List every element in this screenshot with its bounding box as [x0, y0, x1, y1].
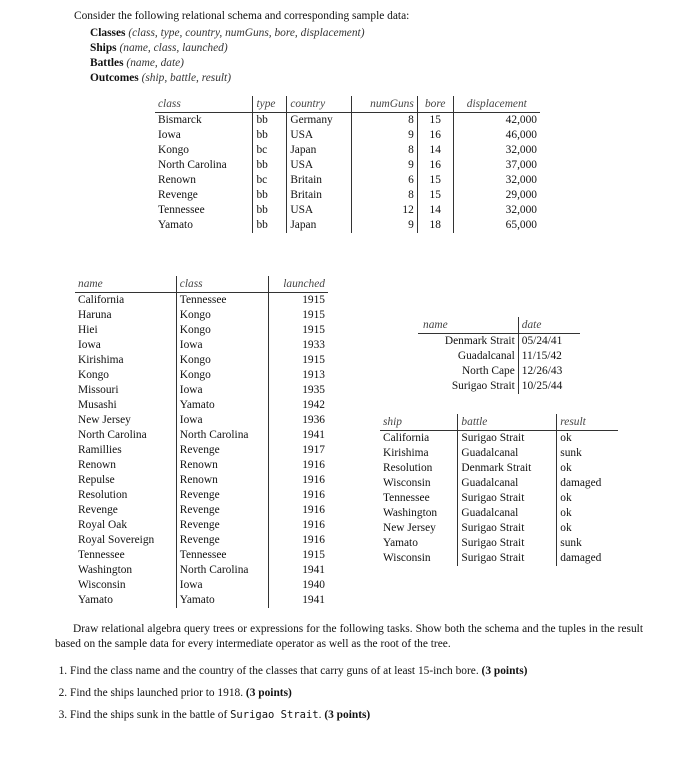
classes-row-cell: 14 [417, 143, 453, 158]
outcomes-row [380, 446, 618, 461]
ships-row-cell: Haruna [75, 308, 176, 323]
battles-row-cell: Denmark Strait [418, 334, 518, 350]
classes-row-cell: bb [253, 203, 287, 218]
battles-header-date: date [518, 317, 580, 334]
ships-row-cell: 1940 [302, 579, 325, 591]
classes-row [155, 188, 540, 203]
classes-row-cell: Bismarck [155, 113, 253, 129]
ships-header-launched: launched [269, 276, 328, 293]
classes-header-bore: bore [417, 96, 453, 113]
ships-row-cell: Repulse [75, 473, 176, 488]
classes-row-cell: Tennessee [155, 203, 253, 218]
classes-row-cell: 15 [417, 173, 453, 188]
classes-row [155, 158, 540, 173]
outcomes-row [380, 521, 618, 536]
outcomes-row-cell: ok [560, 507, 572, 519]
ships-row [75, 578, 328, 593]
classes-row-cell: USA [287, 203, 351, 218]
ships-row-cell: Washington [75, 563, 176, 578]
classes-row-cell: Britain [287, 173, 351, 188]
battles-row [418, 334, 580, 350]
ships-row-cell: Kongo [176, 308, 269, 323]
ships-row [75, 368, 328, 383]
outcomes-row-cell: damaged [560, 477, 602, 489]
ships-row-cell: Kongo [176, 323, 269, 338]
ships-row [75, 443, 328, 458]
classes-row-cell: 32,000 [505, 174, 537, 186]
outcomes-body [380, 431, 618, 567]
ships-row-cell: 1916 [302, 459, 325, 471]
ships-row-cell: North Carolina [176, 563, 269, 578]
outcomes-row-cell: Washington [380, 506, 458, 521]
ships-row-cell: 1935 [302, 384, 325, 396]
ships-row-cell: Yamato [176, 398, 269, 413]
classes-row-cell: Yamato [155, 218, 253, 233]
classes-body [155, 113, 540, 234]
outcomes-row-cell: Guadalcanal [458, 506, 557, 521]
outcomes-row-cell: Surigao Strait [458, 551, 557, 566]
classes-header-displacement: displacement [453, 96, 540, 113]
classes-row-cell: Kongo [155, 143, 253, 158]
ships-row-cell: 1941 [302, 429, 325, 441]
ships-row-cell: Iowa [176, 383, 269, 398]
ships-row-cell: California [75, 293, 176, 309]
outcomes-row-cell: damaged [560, 552, 602, 564]
ships-row-cell: 1916 [302, 489, 325, 501]
classes-row-cell: 37,000 [505, 159, 537, 171]
outcomes-header-result: result [557, 414, 618, 431]
ships-row [75, 503, 328, 518]
classes-row-cell: 9 [351, 218, 417, 233]
ships-row-cell: Royal Sovereign [75, 533, 176, 548]
outcomes-row-cell: Wisconsin [380, 551, 458, 566]
ships-row [75, 353, 328, 368]
ships-row-cell: 1941 [302, 564, 325, 576]
classes-row-cell: 12 [351, 203, 417, 218]
outcomes-header-row [380, 414, 618, 431]
ships-row [75, 323, 328, 338]
outcomes-row-cell: ok [560, 462, 572, 474]
classes-row-cell: bc [253, 143, 287, 158]
battles-row-cell: Guadalcanal [418, 349, 518, 364]
classes-row-cell: bc [253, 173, 287, 188]
outcomes-row [380, 536, 618, 551]
task-2-points: (3 points) [245, 687, 292, 699]
schema-ships: Ships (name, class, launched) [90, 42, 228, 54]
outcomes-row-cell: Surigao Strait [458, 536, 557, 551]
classes-row-cell: 8 [351, 143, 417, 158]
ships-header-row [75, 276, 328, 293]
outcomes-row [380, 461, 618, 476]
ships-row-cell: Kirishima [75, 353, 176, 368]
classes-header-numguns: numGuns [351, 96, 417, 113]
classes-row [155, 113, 540, 129]
classes-row-cell: 15 [417, 188, 453, 203]
outcomes-row-cell: Surigao Strait [458, 431, 557, 447]
classes-header-country: country [287, 96, 351, 113]
ships-row-cell: Renown [176, 473, 269, 488]
classes-header-type: type [253, 96, 287, 113]
classes-row-cell: Japan [287, 218, 351, 233]
outcomes-row-cell: sunk [560, 447, 582, 459]
outcomes-row-cell: Kirishima [380, 446, 458, 461]
classes-row-cell: USA [287, 128, 351, 143]
battles-header-name: name [418, 317, 518, 334]
ships-row-cell: Iowa [75, 338, 176, 353]
ships-row-cell: Royal Oak [75, 518, 176, 533]
ships-row [75, 488, 328, 503]
ships-header-class: class [176, 276, 269, 293]
ships-row-cell: Iowa [176, 578, 269, 593]
classes-row-cell: North Carolina [155, 158, 253, 173]
ships-row [75, 293, 328, 309]
battles-row-cell: 12/26/43 [521, 365, 563, 377]
classes-row-cell: 16 [417, 158, 453, 173]
ships-header-name: name [75, 276, 176, 293]
battles-row-cell: 11/15/42 [521, 350, 562, 362]
ships-row [75, 518, 328, 533]
task-item-2: 2. Find the ships launched prior to 1918. (3 points) [70, 685, 680, 701]
classes-row [155, 173, 540, 188]
ships-row-cell: 1933 [302, 339, 325, 351]
outcomes-header-battle: battle [458, 414, 557, 431]
battles-row-cell: Surigao Strait [418, 379, 518, 394]
ships-row-cell: Kongo [75, 368, 176, 383]
battles-row [418, 379, 580, 394]
battles-table [418, 317, 580, 394]
battles-row-cell: North Cape [418, 364, 518, 379]
ships-row-cell: Revenge [75, 503, 176, 518]
classes-row-cell: bb [253, 218, 287, 233]
classes-row-cell: USA [287, 158, 351, 173]
ships-row-cell: 1917 [302, 444, 325, 456]
instructions-paragraph: Draw relational algebra query trees or expressions for the following tasks. Show both the schema and the tuples in the result based on the sample data for every intermediate operator as well as the root of the tree. [55, 623, 643, 650]
outcomes-row-cell: Surigao Strait [458, 491, 557, 506]
ships-row-cell: Revenge [176, 518, 269, 533]
outcomes-row-cell: sunk [560, 537, 582, 549]
classes-header-class: class [155, 96, 253, 113]
schema-list [90, 26, 365, 86]
outcomes-row [380, 476, 618, 491]
ships-row-cell: 1916 [302, 534, 325, 546]
ships-row-cell: Revenge [176, 533, 269, 548]
classes-row-cell: Britain [287, 188, 351, 203]
ships-row [75, 428, 328, 443]
classes-row [155, 203, 540, 218]
ships-row-cell: Yamato [75, 593, 176, 608]
ships-row [75, 458, 328, 473]
outcomes-row-cell: Wisconsin [380, 476, 458, 491]
ships-row [75, 308, 328, 323]
classes-row-cell: 8 [351, 188, 417, 203]
ships-row-cell: Renown [75, 458, 176, 473]
classes-row-cell: 32,000 [505, 204, 537, 216]
ships-row-cell: Iowa [176, 413, 269, 428]
ships-row-cell: 1915 [302, 354, 325, 366]
outcomes-row-cell: ok [560, 522, 572, 534]
ships-row-cell: New Jersey [75, 413, 176, 428]
outcomes-table [380, 414, 618, 566]
ships-row-cell: North Carolina [176, 428, 269, 443]
classes-row-cell: Germany [287, 113, 351, 129]
classes-row-cell: 65,000 [505, 219, 537, 231]
intro-text: Consider the following relational schema and corresponding sample data: [74, 10, 410, 22]
ships-row-cell: 1942 [302, 399, 325, 411]
ships-row-cell: Tennessee [176, 293, 269, 309]
classes-row [155, 218, 540, 233]
outcomes-row-cell: Yamato [380, 536, 458, 551]
classes-row-cell: 42,000 [453, 113, 540, 129]
task-item-3: 3. Find the ships sunk in the battle of Surigao Strait. (3 points) [70, 707, 680, 723]
classes-header-row [155, 96, 540, 113]
outcomes-row-cell: New Jersey [380, 521, 458, 536]
ships-row-cell: Resolution [75, 488, 176, 503]
classes-row-cell: 9 [351, 158, 417, 173]
classes-row-cell: 46,000 [505, 129, 537, 141]
ships-row-cell: Tennessee [176, 548, 269, 563]
ships-row [75, 473, 328, 488]
ships-row-cell: Renown [176, 458, 269, 473]
classes-row [155, 128, 540, 143]
classes-table [155, 96, 540, 233]
ships-row [75, 413, 328, 428]
outcomes-row-cell: California [380, 431, 458, 447]
ships-row-cell: Musashi [75, 398, 176, 413]
outcomes-row-cell: Tennessee [380, 491, 458, 506]
outcomes-row-cell: Denmark Strait [458, 461, 557, 476]
classes-row-cell: bb [253, 158, 287, 173]
battles-header-row [418, 317, 580, 334]
outcomes-row [380, 431, 618, 447]
ships-row-cell: 1916 [302, 519, 325, 531]
ships-row-cell: Iowa [176, 338, 269, 353]
ships-row [75, 398, 328, 413]
task-1-points: (3 points) [481, 665, 528, 677]
ships-row-cell: Revenge [176, 443, 269, 458]
ships-row-cell: Ramillies [75, 443, 176, 458]
ships-row [75, 533, 328, 548]
ships-row-cell: 1941 [302, 594, 325, 606]
outcomes-row-cell: ok [560, 492, 572, 504]
outcomes-row [380, 551, 618, 566]
classes-row-cell: 9 [351, 128, 417, 143]
schema-classes: Classes (class, type, country, numGuns, bore, displacement) [90, 27, 365, 39]
classes-row-cell: 15 [417, 113, 453, 129]
ships-row-cell: 1936 [302, 414, 325, 426]
classes-row-cell: bb [253, 188, 287, 203]
classes-row-cell: 29,000 [505, 189, 537, 201]
ships-row-cell: 1915 [302, 549, 325, 561]
classes-row-cell: 32,000 [505, 144, 537, 156]
ships-body [75, 293, 328, 609]
outcomes-row [380, 506, 618, 521]
classes-row-cell: bb [253, 128, 287, 143]
outcomes-row-cell: Resolution [380, 461, 458, 476]
ships-row-cell: Hiei [75, 323, 176, 338]
classes-row-cell: 14 [417, 203, 453, 218]
classes-row-cell: Revenge [155, 188, 253, 203]
ships-row-cell: Kongo [176, 368, 269, 383]
classes-row-cell: Japan [287, 143, 351, 158]
outcomes-row-cell: Surigao Strait [458, 521, 557, 536]
classes-row-cell: 6 [351, 173, 417, 188]
outcomes-header-ship: ship [380, 414, 458, 431]
ships-row-cell: 1915 [302, 309, 325, 321]
battles-body [418, 334, 580, 395]
classes-row-cell: Iowa [155, 128, 253, 143]
battles-row-cell: 05/24/41 [518, 334, 580, 350]
ships-row-cell: Tennessee [75, 548, 176, 563]
ships-row-cell: 1915 [269, 293, 328, 309]
classes-row-cell: 18 [417, 218, 453, 233]
task-item-1: 1. Find the class name and the country of the classes that carry guns of at least 15-inch bore. (3 points) [70, 663, 680, 679]
outcomes-row-cell: Guadalcanal [458, 476, 557, 491]
ships-row [75, 593, 328, 608]
classes-row-cell: 8 [351, 113, 417, 129]
classes-row-cell: bb [253, 113, 287, 129]
task-3-points: (3 points) [324, 709, 371, 721]
schema-battles: Battles (name, date) [90, 57, 184, 69]
ships-row-cell: 1916 [302, 474, 325, 486]
outcomes-row-cell: Guadalcanal [458, 446, 557, 461]
task-list [42, 663, 680, 729]
outcomes-row-cell: ok [557, 431, 618, 447]
battles-row-cell: 10/25/44 [521, 380, 563, 392]
battles-row [418, 349, 580, 364]
ships-row-cell: 1916 [302, 504, 325, 516]
ships-row-cell: Wisconsin [75, 578, 176, 593]
ships-row-cell: Revenge [176, 503, 269, 518]
task-3-battle-code: Surigao Strait [230, 709, 319, 721]
battles-row [418, 364, 580, 379]
ships-row [75, 383, 328, 398]
ships-row-cell: North Carolina [75, 428, 176, 443]
ships-row [75, 338, 328, 353]
ships-row [75, 563, 328, 578]
ships-table [75, 276, 328, 608]
ships-row-cell: Kongo [176, 353, 269, 368]
ships-row-cell: Yamato [176, 593, 269, 608]
ships-row-cell: 1915 [302, 324, 325, 336]
ships-row-cell: Missouri [75, 383, 176, 398]
classes-row [155, 143, 540, 158]
classes-row-cell: Renown [155, 173, 253, 188]
classes-row-cell: 16 [417, 128, 453, 143]
outcomes-row [380, 491, 618, 506]
ships-row-cell: Revenge [176, 488, 269, 503]
schema-outcomes: Outcomes (ship, battle, result) [90, 72, 232, 84]
ships-row-cell: 1913 [302, 369, 325, 381]
ships-row [75, 548, 328, 563]
